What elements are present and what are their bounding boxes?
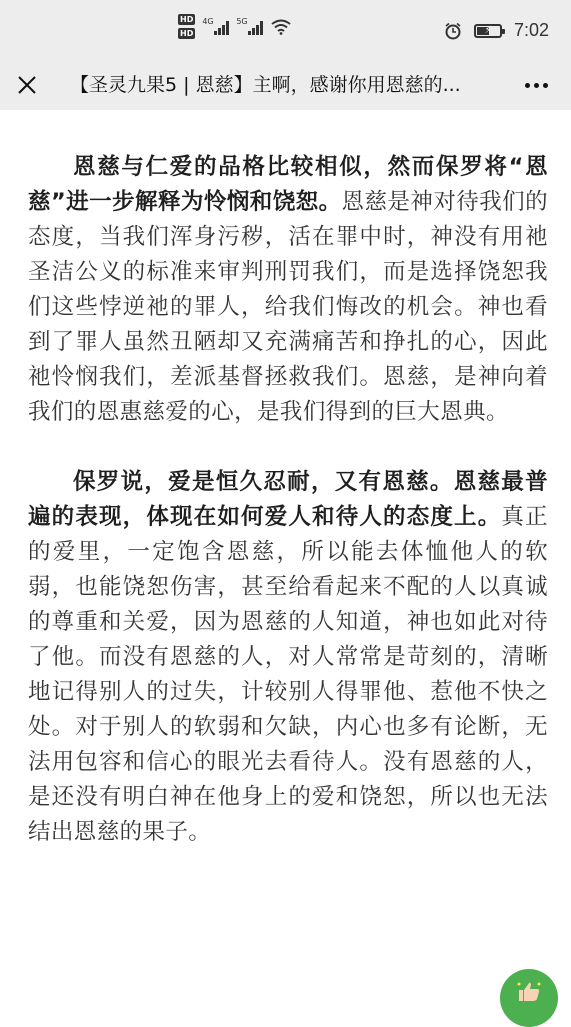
floating-action-button[interactable]: [500, 969, 558, 1027]
battery-charging-icon: ⚡: [474, 24, 502, 38]
hd-indicators: [178, 14, 195, 39]
wifi-icon: [271, 19, 291, 35]
signal-icon: [202, 16, 229, 35]
status-time: 7:02: [513, 20, 549, 40]
paragraph-1-emphasis: 恩慈与仁爱的品格比较相似，然而保罗将“恩慈”进一步解释为怜悯和饶恕。: [28, 154, 548, 215]
paragraph-2-text: 真正的爱里，一定饱含恩慈，所以能去体恤他人的软弱，也能饶恕伤害，甚至给看起来不配的人以真诚的尊重和关爱，因为恩慈的人知道，神也如此对待了他。而没有恩慈的人，对人常常是苛刻的，清晰地记得别人的过失，计较别人得罪他、惹他不快之处。对于别人的软弱和欠缺，内心也多有论断，无法用包容和信心的眼光去看待人。没有恩慈的人，是还没有明白神在他身上的爱和饶恕，所以也无法结出恩慈的果子。: [28, 504, 548, 845]
alarm-icon: [444, 22, 462, 40]
signal-label: 4G: [202, 16, 214, 26]
thumbs-up-icon: [515, 981, 543, 1001]
article-paragraph-1: [28, 150, 548, 430]
hd-icon: HD: [180, 15, 194, 24]
close-icon: [17, 75, 37, 95]
status-right: [444, 20, 549, 41]
status-bar: [0, 0, 571, 60]
more-dot: [543, 83, 548, 88]
paragraph-1-text: 恩慈是神对待我们的态度，当我们浑身污秽，活在罪中时，神没有用祂圣洁公义的标准来审判刑罚我们，而是选择饶恕我们这些悖逆祂的罪人，给我们悔改的机会。神也看到了罪人虽然丑陋却又充满痛苦和挣扎的心，因此祂怜悯我们，差派基督拯救我们。恩慈，是神向着我们的恩惠慈爱的心，是我们得到的巨大恩典。: [28, 189, 548, 425]
page-title: 【圣灵九果5 | 恩慈】主啊，感谢你用恩慈的...: [70, 74, 461, 96]
signal-icon-2: [236, 16, 263, 35]
more-dot: [525, 83, 530, 88]
status-left: [178, 14, 291, 39]
paragraph-2-emphasis: 保罗说，爱是恒久忍耐，又有恩慈。恩慈最普遍的表现，体现在如何爱人和待人的态度上。: [28, 469, 548, 530]
more-button[interactable]: [521, 72, 551, 98]
close-button[interactable]: [12, 70, 42, 100]
signal-label-2: 5G: [236, 16, 248, 26]
hd-icon-2: HD: [180, 29, 194, 38]
article-paragraph-2: [28, 465, 548, 850]
article-body: [28, 150, 548, 885]
nav-bar: [0, 60, 571, 110]
more-dot: [534, 83, 539, 88]
